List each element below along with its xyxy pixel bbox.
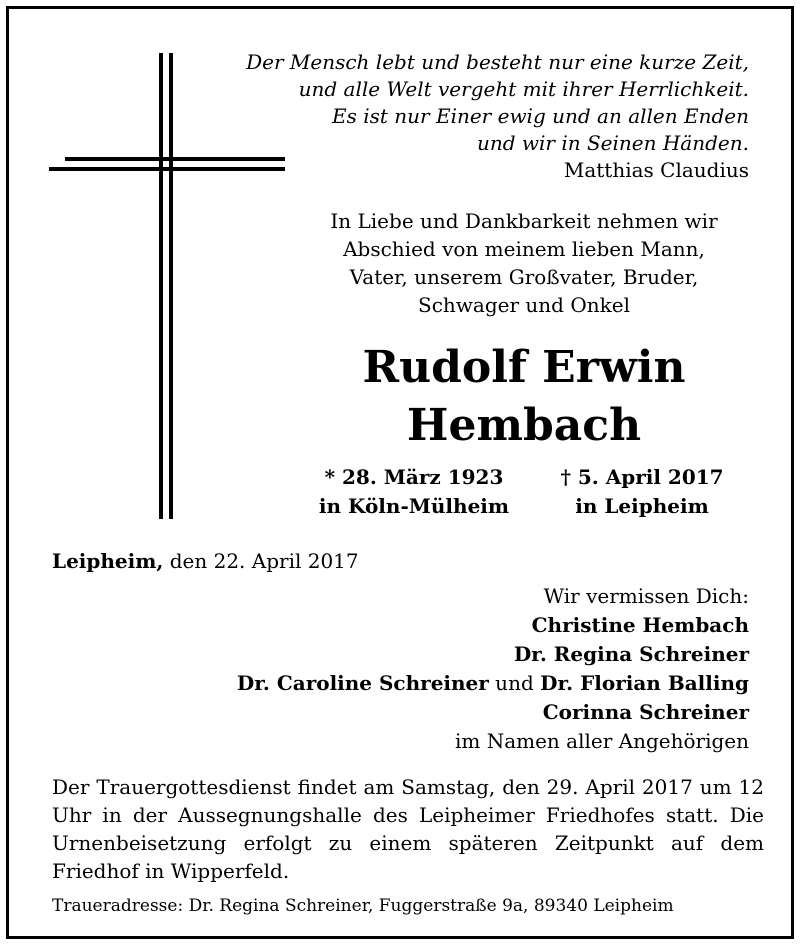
mourner-name: Corinna Schreiner xyxy=(542,700,749,724)
intro-line: Vater, unserem Großvater, Bruder, xyxy=(349,265,699,289)
birth-date: * 28. März 1923 xyxy=(324,465,504,489)
deceased-name xyxy=(299,339,749,455)
place-and-date xyxy=(52,547,359,575)
cross-vertical-bar-right xyxy=(169,53,173,519)
birth-place: in Köln-Mülheim xyxy=(318,494,510,518)
notice-date: den 22. April 2017 xyxy=(163,549,359,573)
mourners-list xyxy=(49,582,749,756)
mourner-name: Dr. Regina Schreiner xyxy=(513,642,749,666)
intro-line: In Liebe und Dankbarkeit nehmen wir xyxy=(330,209,718,233)
mourner-name: Dr. Caroline Schreiner xyxy=(236,671,489,695)
birth-info xyxy=(304,463,524,521)
poem-author: Matthias Claudius xyxy=(563,158,749,182)
mourners-heading: Wir vermissen Dich: xyxy=(543,584,749,608)
death-date: † 5. April 2017 xyxy=(560,465,724,489)
poem-line: und alle Welt vergeht mit ihrer Herrlichkeit. xyxy=(298,77,749,101)
mourning-address: Traueradresse: Dr. Regina Schreiner, Fuggerstraße 9a, 89340 Leipheim xyxy=(52,896,674,916)
poem-line: Der Mensch lebt und besteht nur eine kurze Zeit, xyxy=(246,50,749,74)
obituary-frame xyxy=(6,6,794,939)
cross-vertical-bar-left xyxy=(159,53,163,519)
poem-line: Es ist nur Einer ewig und an allen Enden xyxy=(332,104,749,128)
poem-line: und wir in Seinen Händen. xyxy=(476,131,749,155)
mourner-couple xyxy=(49,669,749,698)
deceased-name-line1: Rudolf Erwin xyxy=(362,342,686,393)
mourner-connector: und xyxy=(488,671,541,695)
mourner-name: Christine Hembach xyxy=(531,613,749,637)
death-info xyxy=(537,463,747,521)
mourner-name: Dr. Florian Balling xyxy=(540,671,749,695)
deceased-name-line2: Hembach xyxy=(406,400,642,451)
intro-line: Schwager und Onkel xyxy=(418,293,630,317)
farewell-intro xyxy=(299,207,749,319)
death-place: in Leipheim xyxy=(575,494,709,518)
funeral-notice: Der Trauergottesdienst findet am Samstag, den 29. April 2017 um 12 Uhr in der Aussegnungshalle des Leipheimer Friedhofes statt. Die Urnenbeisetzung erfolgt zu einem späteren Zeitpunkt auf dem Friedhof in Wipperfeld. xyxy=(52,775,764,883)
place-name: Leipheim, xyxy=(52,549,164,573)
poem-quote xyxy=(229,49,749,184)
intro-line: Abschied von meinem lieben Mann, xyxy=(343,237,705,261)
mourners-closing: im Namen aller Angehörigen xyxy=(454,729,749,753)
